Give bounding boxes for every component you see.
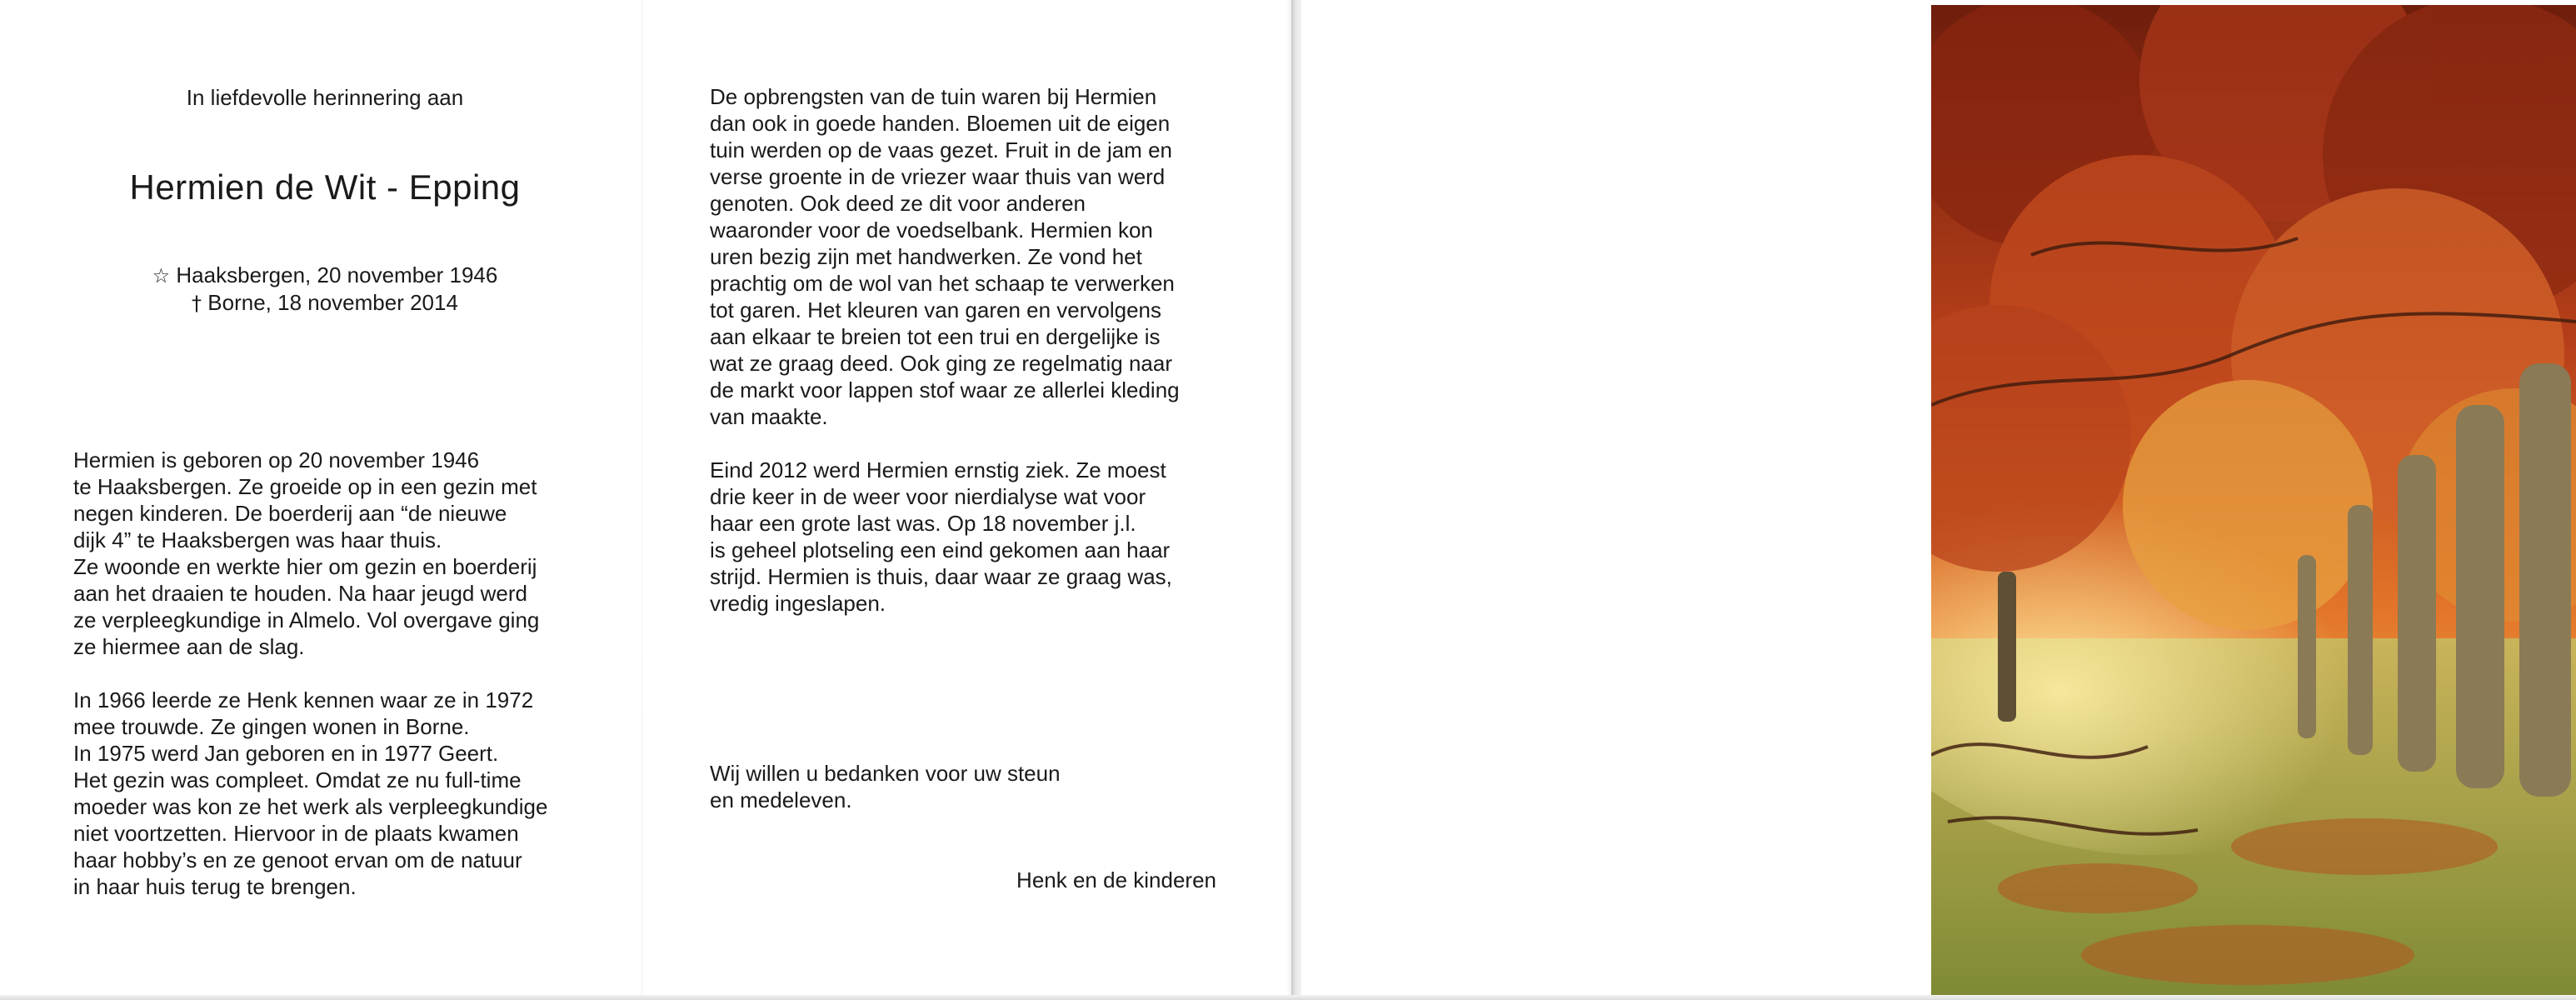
biography-paragraph-1: Hermien is geboren op 20 november 1946 te Haaksbergen. Ze groeide op in een gezin met negen kinderen. De boerderij aan “de nieuwe dijk 4” te Haaksbergen was haar thuis. Ze woonde en werkte hier om gezin en boerderij aan het draaien te houden. Na haar jeugd werd ze verpleegkundige in Almelo. Vol overgave ging ze hiermee aan de slag. [73,448,540,659]
outer-spread [1301,0,2576,1000]
birth-text: Haaksbergen, 20 november 1946 [176,262,498,288]
intro-line: In liefdevolle herinnering aan [186,85,464,110]
cross-icon: † [192,292,202,315]
biography-paragraph-2: In 1966 leerde ze Henk kennen waar ze in 1972 mee trouwde. Ze gingen wonen in Borne. In 1975 werd Jan geboren en in 1977 Geert. Het gezin was compleet. Omdat ze nu full-time moeder was kon ze het werk als verpleegkundige niet voortzetten. Hiervoor in de plaats kwamen haar hobby’s en ze genoot ervan om de natuur in haar huis terug te brengen. [73,688,548,899]
birth-line [0,262,650,289]
death-text: Borne, 18 november 2014 [207,290,458,315]
spread-gap [1291,0,1301,1000]
star-icon: ☆ [152,264,171,288]
cover-photo [1931,5,2576,997]
signature: Henk en de kinderen [1016,868,1216,892]
autumn-forest-image [1931,5,2576,997]
back-panel [1301,0,1931,1000]
death-line [0,289,650,317]
deceased-name: Hermien de Wit - Epping [129,168,521,207]
biography-paragraph-4: Eind 2012 werd Hermien ernstig ziek. Ze moest drie keer in de weer voor nierdialyse wat voor haar een grote last was. Op 18 november j.l. is geheel plotseling een eind gekomen aan haar strijd. Hermien is thuis, daar waar ze graag was, vredig ingeslapen. [710,458,1172,616]
life-dates [0,262,650,317]
bottom-edge [0,995,2576,1000]
thanks-paragraph: Wij willen u bedanken voor uw steun en medeleven. [710,761,1061,812]
biography-paragraph-3: De opbrengsten van de tuin waren bij Hermien dan ook in goede handen. Bloemen uit de eigen tuin werden op de vaas gezet. Fruit in de jam en verse groente in de vriezer waar thuis van werd genoten. Ook deed ze dit voor anderen waaronder voor de voedselbank. Hermien kon uren bezig zijn met handwerken. Ze vond het prachtig om de wol van het schaap te verwerken tot garen. Het kleuren van garen en vervolgens aan elkaar te breien tot een trui en dergelijke is wat ze graag deed. Ook ging ze regelmatig naar de markt voor lappen stof waar ze allerlei kleding van maakte. [710,84,1180,429]
